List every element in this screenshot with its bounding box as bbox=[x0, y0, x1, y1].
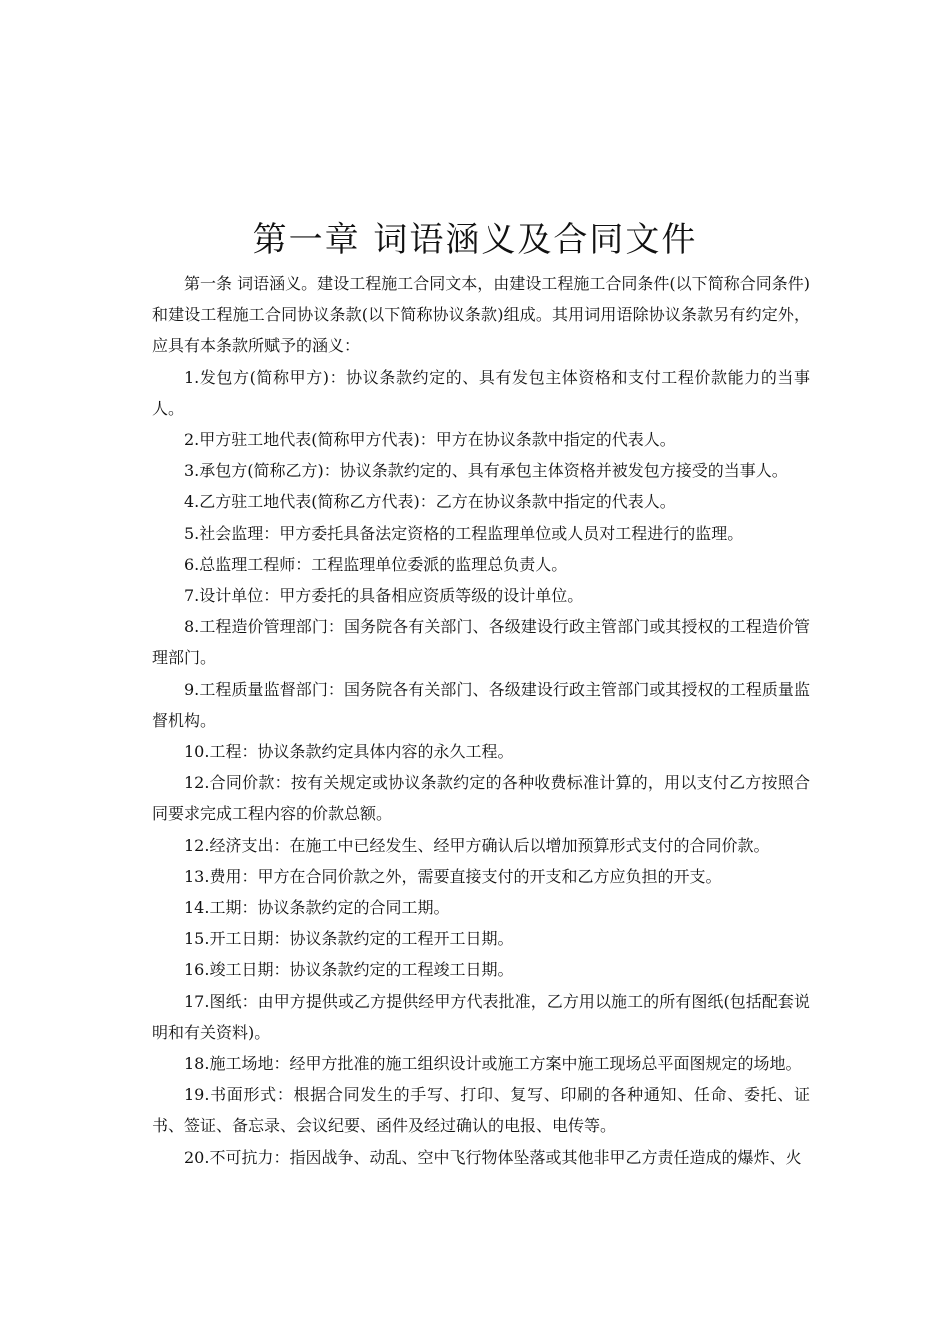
definition-item: 13.费用：甲方在合同价款之外，需要直接支付的开支和乙方应负担的开支。 bbox=[184, 866, 722, 886]
definition-item: 8.工程造价管理部门：国务院各有关部门、各级建设行政主管部门或其授权的工程造价管理部门。 bbox=[152, 617, 810, 668]
definition-item: 9.工程质量监督部门：国务院各有关部门、各级建设行政主管部门或其授权的工程质量监督机构。 bbox=[152, 679, 810, 730]
definition-item: 18.施工场地：经甲方批准的施工组织设计或施工方案中施工现场总平面图规定的场地。 bbox=[184, 1054, 802, 1074]
definition-item: 16.竣工日期：协议条款约定的工程竣工日期。 bbox=[184, 960, 514, 980]
document-body bbox=[152, 268, 810, 1173]
definition-item: 2.甲方驻工地代表(简称甲方代表)：甲方在协议条款中指定的代表人。 bbox=[184, 430, 676, 450]
definition-item: 1.发包方(简称甲方)：协议条款约定的、具有发包主体资格和支付工程价款能力的当事人。 bbox=[152, 367, 810, 418]
definition-item: 5.社会监理：甲方委托具备法定资格的工程监理单位或人员对工程进行的监理。 bbox=[184, 523, 744, 543]
definition-item: 15.开工日期：协议条款约定的工程开工日期。 bbox=[184, 929, 514, 949]
definition-item: 17.图纸：由甲方提供或乙方提供经甲方代表批准，乙方用以施工的所有图纸(包括配套说明和有关资料)。 bbox=[152, 991, 810, 1042]
definition-item: 14.工期：协议条款约定的合同工期。 bbox=[184, 898, 450, 918]
definition-item: 4.乙方驻工地代表(简称乙方代表)：乙方在协议条款中指定的代表人。 bbox=[184, 492, 676, 512]
definition-item: 7.设计单位：甲方委托的具备相应资质等级的设计单位。 bbox=[184, 586, 584, 606]
article-intro-paragraph: 第一条 词语涵义。建设工程施工合同文本，由建设工程施工合同条件(以下简称合同条件)和建设工程施工合同协议条款(以下简称协议条款)组成。其用词用语除协议条款另有约定外，应具有本条款所赋予的涵义： bbox=[152, 274, 810, 356]
definition-item: 12.经济支出：在施工中已经发生、经甲方确认后以增加预算形式支付的合同价款。 bbox=[184, 835, 770, 855]
definition-item: 12.合同价款：按有关规定或协议条款约定的各种收费标准计算的，用以支付乙方按照合同要求完成工程内容的价款总额。 bbox=[152, 773, 810, 824]
definition-item: 6.总监理工程师：工程监理单位委派的监理总负责人。 bbox=[184, 554, 568, 574]
definition-item: 20.不可抗力：指因战争、动乱、空中飞行物体坠落或其他非甲乙方责任造成的爆炸、火 bbox=[184, 1147, 802, 1167]
definition-item: 19.书面形式：根据合同发生的手写、打印、复写、印刷的各种通知、任命、委托、证书、签证、备忘录、会议纪要、函件及经过确认的电报、电传等。 bbox=[152, 1085, 810, 1136]
definition-item: 3.承包方(简称乙方)：协议条款约定的、具有承包主体资格并被发包方接受的当事人。 bbox=[184, 461, 788, 481]
definition-item: 10.工程：协议条款约定具体内容的永久工程。 bbox=[184, 742, 514, 762]
chapter-title: 第一章 词语涵义及合同文件 bbox=[252, 220, 698, 260]
